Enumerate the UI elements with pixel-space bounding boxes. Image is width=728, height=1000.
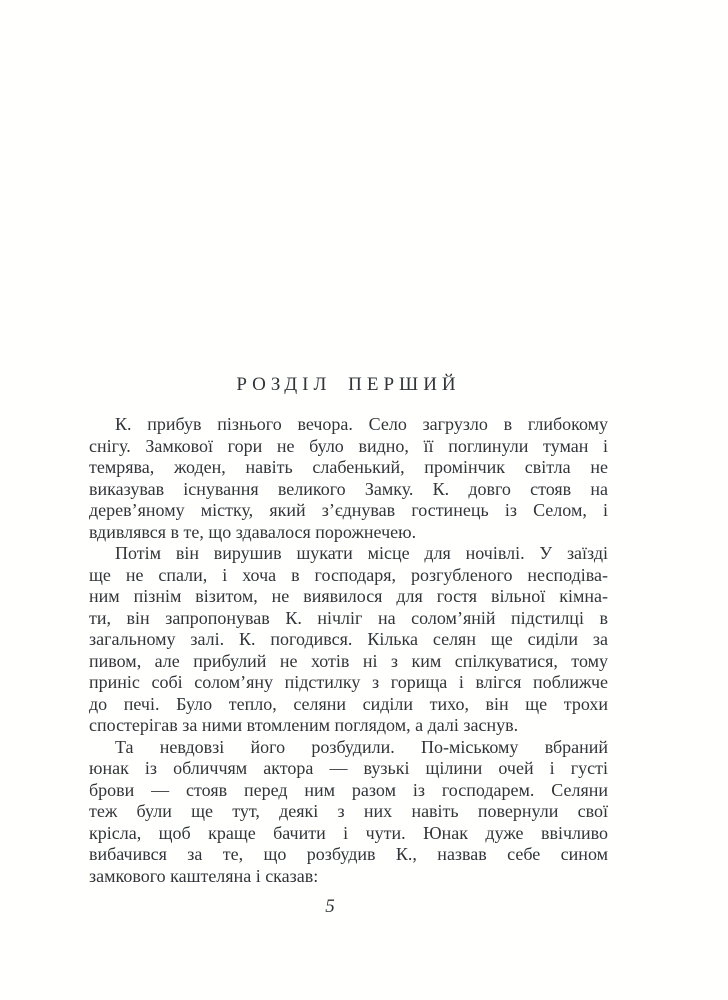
text-line: дерев’яному містку, який з’єднував гостинець із Селом, і bbox=[89, 500, 608, 520]
paragraph bbox=[89, 543, 608, 737]
text-line: юнак із обличчям актора — вузькі щілини очей і густі bbox=[89, 758, 608, 778]
text-block bbox=[89, 414, 608, 887]
text-line: загальному залі. К. погодився. Кілька селян ще сиділи за bbox=[89, 629, 608, 649]
text-line: теж були ще тут, деякі з них навіть повернули свої bbox=[89, 801, 608, 821]
text-line: виказував існування великого Замку. К. довго стояв на bbox=[89, 478, 608, 499]
text-line: вибачився за те, що розбудив К., назвав себе сином bbox=[89, 844, 608, 864]
paragraph bbox=[89, 737, 608, 888]
text-line: замкового каштеляна і сказав: bbox=[89, 865, 319, 886]
text-line: снігу. Замкової гори не було видно, її поглинули туман і bbox=[89, 435, 608, 456]
text-line: крісла, щоб краще бачити і чути. Юнак дуже ввічливо bbox=[89, 822, 608, 843]
text-line: пивом, але прибулий не хотів ні з ким спілкуватися, тому bbox=[89, 650, 608, 671]
text-line: ти, він запропонував К. нічліг на солом’яній підстилці в bbox=[89, 607, 608, 628]
paragraph bbox=[89, 414, 608, 543]
text-line: спостерігав за ними втомленим поглядом, а далі заснув. bbox=[89, 715, 519, 735]
text-line: темрява, жоден, навіть слабенький, промінчик світла не bbox=[89, 457, 608, 477]
text-line: ще не спали, і хоча в господаря, розгубленого несподіва- bbox=[89, 564, 608, 585]
text-line: ним пізнім візитом, не виявилося для гостя вільної кімна- bbox=[89, 586, 608, 606]
text-line: Та невдовзі його розбудили. По-міському вбраний bbox=[115, 736, 608, 757]
page-number: 5 bbox=[325, 896, 335, 917]
text-line: брови — стояв перед ним разом із господарем. Селяни bbox=[89, 779, 608, 800]
text-line: К. прибув пізнього вечора. Село загрузло в глибокому bbox=[115, 414, 608, 434]
text-line: приніс собі солом’яну підстилку з горища і влігся поближче bbox=[89, 672, 608, 692]
text-line: до печі. Було тепло, селяни сиділи тихо, він ще трохи bbox=[89, 693, 608, 714]
text-line: Потім він вирушив шукати місце для ночівлі. У заїзді bbox=[115, 543, 608, 563]
text-line: вдивлявся в те, що здавалося порожнечею. bbox=[89, 521, 417, 542]
chapter-title: РОЗДІЛ ПЕРШИЙ bbox=[236, 374, 461, 395]
